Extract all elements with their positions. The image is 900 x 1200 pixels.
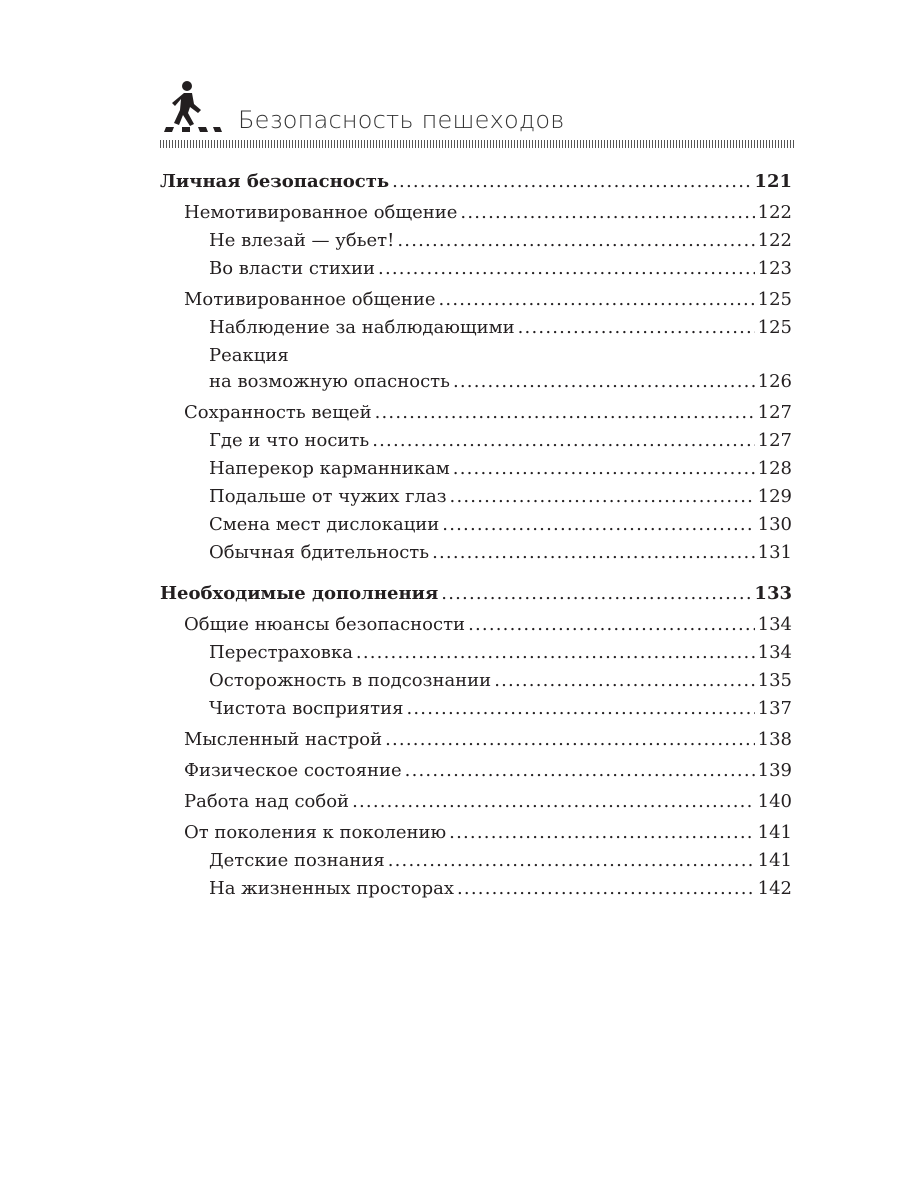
toc-entry[interactable] (160, 875, 792, 903)
toc-page-number: 130 (757, 514, 792, 535)
toc-page-number: 122 (757, 202, 792, 223)
toc-entry-title: Во власти стихии (209, 258, 376, 279)
toc-entry-title: Чистота восприятия (209, 698, 404, 719)
toc-page-number: 139 (757, 760, 792, 781)
toc-entry-title: Детские познания (209, 850, 385, 871)
dot-leader (460, 199, 754, 227)
dot-leader (453, 455, 755, 483)
header-divider (160, 140, 796, 148)
dot-leader (375, 399, 755, 427)
dot-leader (388, 847, 755, 875)
toc-page-number: 131 (757, 542, 792, 563)
toc-entry[interactable] (160, 168, 792, 196)
toc-page-number: 141 (757, 850, 792, 871)
toc-entry[interactable] (160, 286, 792, 314)
toc-entry-title: Где и что носить (209, 430, 370, 451)
dot-leader (518, 314, 755, 342)
dot-leader (352, 788, 755, 816)
toc-page-number: 122 (757, 230, 792, 251)
toc-page-number: 142 (757, 878, 792, 899)
toc-entry[interactable] (160, 847, 792, 875)
page-header (160, 80, 796, 140)
dot-leader (392, 168, 751, 196)
toc-entry-title: Работа над собой (184, 791, 350, 812)
toc-entry[interactable] (160, 455, 792, 483)
dot-leader (453, 368, 755, 396)
toc-entry-title: Мотивированное общение (184, 289, 436, 310)
dot-leader (356, 639, 755, 667)
toc-entry-title: Осторожность в подсознании (209, 670, 492, 691)
toc-entry-title: Обычная бдительность (209, 542, 430, 563)
toc-entry[interactable] (160, 314, 792, 342)
dot-leader (449, 819, 754, 847)
dot-leader (450, 483, 755, 511)
dot-leader (441, 580, 751, 608)
toc-entry[interactable] (160, 427, 792, 455)
toc-entry-title: Физическое состояние (184, 760, 402, 781)
dot-leader (442, 511, 754, 539)
toc-entry-title: Необходимые дополнения (160, 583, 439, 604)
toc-entry-title-line1: Реакция (209, 345, 289, 366)
toc-page-number: 133 (754, 583, 792, 604)
toc-entry-title: На жизненных просторах (209, 878, 455, 899)
toc-entry[interactable] (160, 227, 792, 255)
dot-leader (439, 286, 755, 314)
dot-leader (397, 227, 754, 255)
dot-leader (405, 757, 755, 785)
toc-page-number: 135 (757, 670, 792, 691)
toc-page-number: 127 (757, 430, 792, 451)
toc-entry-title: Подальше от чужих глаз (209, 486, 447, 507)
toc-entry-title: От поколения к поколению (184, 822, 447, 843)
toc-page-number: 129 (757, 486, 792, 507)
toc-entry-title: Личная безопасность (160, 171, 390, 192)
dot-leader (468, 611, 755, 639)
dot-leader (457, 875, 755, 903)
dot-leader (432, 539, 755, 567)
toc-entry[interactable] (160, 611, 792, 639)
toc-page-number: 128 (757, 458, 792, 479)
toc-entry-title: Смена мест дислокации (209, 514, 440, 535)
toc-entry[interactable] (160, 483, 792, 511)
toc-entry[interactable] (160, 695, 792, 723)
toc-entry[interactable] (160, 639, 792, 667)
dot-leader (494, 667, 754, 695)
toc-entry-title: Общие нюансы безопасности (184, 614, 466, 635)
toc-entry[interactable] (160, 199, 792, 227)
toc-page-number: 140 (757, 791, 792, 812)
toc-entry-title: Сохранность вещей (184, 402, 372, 423)
toc-entry[interactable] (160, 511, 792, 539)
toc-page-number: 121 (754, 171, 792, 192)
pedestrian-crossing-icon (160, 80, 222, 132)
toc-page-number: 141 (757, 822, 792, 843)
toc-page-number: 137 (757, 698, 792, 719)
dot-leader (372, 427, 754, 455)
dot-leader (406, 695, 754, 723)
toc-entry[interactable] (160, 539, 792, 567)
toc-entry[interactable] (160, 726, 792, 754)
toc-entry-title: Наперекор карманникам (209, 458, 450, 479)
toc-page-number: 125 (757, 289, 792, 310)
dot-leader (385, 726, 755, 754)
toc-entry-title: Мысленный настрой (184, 729, 383, 750)
toc-page-number: 127 (757, 402, 792, 423)
toc-entry[interactable] (160, 368, 792, 396)
toc-entry-title: на возможную опасность (209, 371, 450, 392)
toc-page-number: 134 (757, 614, 792, 635)
toc-entry-title: Перестраховка (209, 642, 353, 663)
dot-leader (378, 255, 755, 283)
toc-page-number: 138 (757, 729, 792, 750)
toc-page-number: 134 (757, 642, 792, 663)
toc-page-number: 123 (757, 258, 792, 279)
table-of-contents (160, 168, 792, 903)
toc-entry[interactable] (160, 255, 792, 283)
toc-entry[interactable] (160, 788, 792, 816)
toc-entry[interactable] (160, 819, 792, 847)
toc-entry[interactable] (160, 399, 792, 427)
toc-entry-title: Наблюдение за наблюдающими (209, 317, 515, 338)
toc-entry[interactable] (160, 757, 792, 785)
toc-page-number: 126 (757, 371, 792, 392)
toc-page-number: 125 (757, 317, 792, 338)
toc-entry-title: Не влезай — убьет! (209, 230, 395, 251)
toc-entry-title: Немотивированное общение (184, 202, 458, 223)
toc-entry[interactable] (160, 667, 792, 695)
page-header-title: Безопасность пешеходов (238, 106, 565, 134)
toc-entry[interactable] (160, 580, 792, 608)
